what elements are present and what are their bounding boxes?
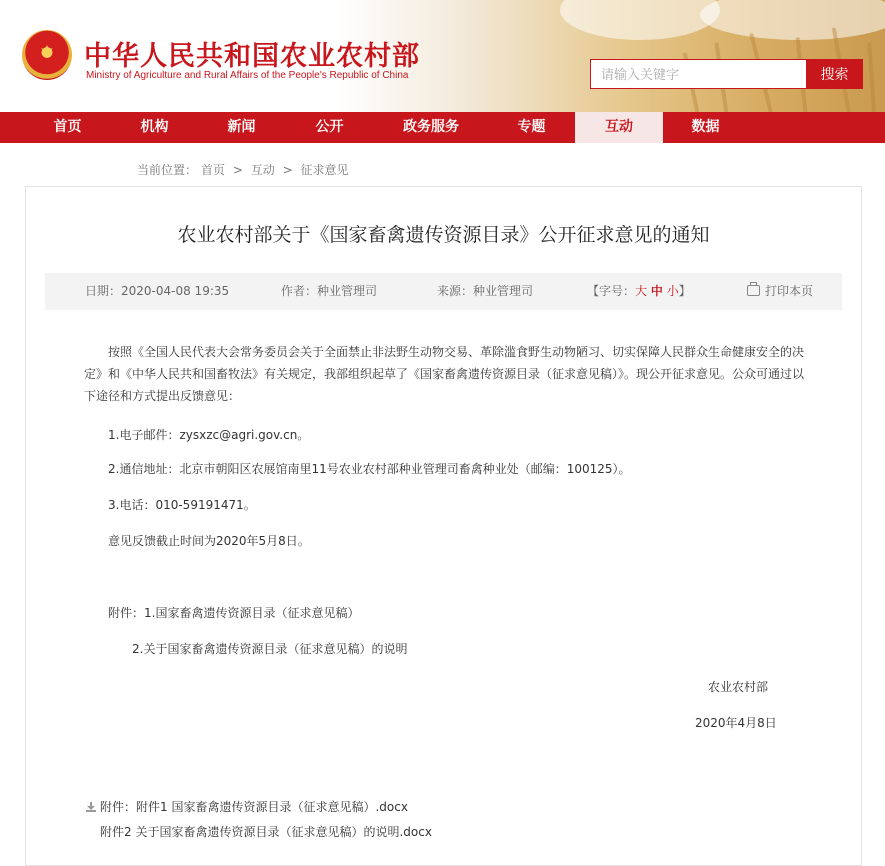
signature-date: 2020年4月8日 <box>695 716 777 730</box>
article-paragraph-intro: 按照《全国人民代表大会常务委员会关于全面禁止非法野生动物交易、革除滥食野生动物陋习、切实保障人民群众生命健康安全的决定》和《中华人民共和国畜牧法》有关规定，我部组织起草了《国家畜禽遗传资源目录（征求意见稿）》。现公开征求意见。公众可通过以下途径和方式提出反馈意见： <box>84 345 805 403</box>
download-row-1 <box>86 798 408 815</box>
article-title: 农业农村部关于《国家畜禽遗传资源目录》公开征求意见的通知 <box>177 224 710 246</box>
print-icon <box>747 285 760 296</box>
breadcrumb-separator: > <box>282 163 293 177</box>
print-page-label: 打印本页 <box>765 284 814 298</box>
site-title[interactable]: 中华人民共和国农业农村部 <box>84 41 420 72</box>
breadcrumb-home[interactable]: 首页 <box>201 163 226 177</box>
download-link-file2[interactable]: 附件2 关于国家畜禽遗传资源目录（征求意见稿）的说明.docx <box>100 825 432 839</box>
breadcrumb <box>137 161 353 178</box>
article-paragraph-phone: 3.电话：010-59191471。 <box>108 498 256 512</box>
font-size-suffix: 】 <box>678 284 691 298</box>
article-paragraph-email: 1.电子邮件：zysxzc@agri.gov.cn。 <box>108 428 310 442</box>
breadcrumb-prefix: 当前位置： <box>137 163 198 177</box>
breadcrumb-separator: > <box>232 163 243 177</box>
site-subtitle: Ministry of Agriculture and Rural Affairs of the People's Republic of China <box>86 70 409 81</box>
search-button[interactable]: 搜索 <box>806 59 863 89</box>
nav-item-public[interactable]: 公开 <box>315 119 344 135</box>
main-nav <box>0 112 885 143</box>
article-date: 日期：2020-04-08 19:35 <box>85 284 230 298</box>
nav-item-data[interactable]: 数据 <box>691 119 720 135</box>
font-size-prefix: 【字号： <box>587 284 636 298</box>
article-source: 来源：种业管理司 <box>437 284 534 298</box>
font-size-medium[interactable]: 中 <box>650 284 663 298</box>
download-prefix: 附件： <box>100 800 137 814</box>
nav-item-home[interactable]: 首页 <box>53 119 82 135</box>
font-size-control <box>587 273 691 310</box>
nav-item-interaction[interactable]: 互动 <box>575 112 663 143</box>
article-paragraph-address: 2.通信地址：北京市朝阳区农展馆南里11号农业农村部种业管理司畜禽种业处（邮编：100125）。 <box>108 462 631 476</box>
article-attachment-1: 附件：1.国家畜禽遗传资源目录（征求意见稿） <box>108 606 360 620</box>
breadcrumb-current[interactable]: 征求意见 <box>300 163 349 177</box>
article-paragraph-deadline: 意见反馈截止时间为2020年5月8日。 <box>108 534 310 548</box>
article-meta-bar <box>45 273 842 310</box>
download-row-2 <box>100 823 432 840</box>
download-icon <box>86 802 96 812</box>
signature-org: 农业农村部 <box>708 680 769 694</box>
article-author: 作者：种业管理司 <box>281 284 378 298</box>
nav-item-agencies[interactable]: 机构 <box>140 119 169 135</box>
nav-item-news[interactable]: 新闻 <box>227 119 256 135</box>
national-emblem-icon[interactable] <box>22 30 72 80</box>
nav-item-topics[interactable]: 专题 <box>517 119 546 135</box>
article-attachment-2: 2.关于国家畜禽遗传资源目录（征求意见稿）的说明 <box>132 642 408 656</box>
font-size-large[interactable]: 大 <box>635 284 648 298</box>
print-page-button[interactable] <box>747 273 813 310</box>
breadcrumb-interaction[interactable]: 互动 <box>250 163 275 177</box>
nav-item-services[interactable]: 政务服务 <box>403 119 459 135</box>
download-link-file1[interactable]: 附件1 国家畜禽遗传资源目录（征求意见稿）.docx <box>136 800 408 814</box>
search-input[interactable] <box>590 59 806 89</box>
font-size-small[interactable]: 小 <box>666 284 679 298</box>
